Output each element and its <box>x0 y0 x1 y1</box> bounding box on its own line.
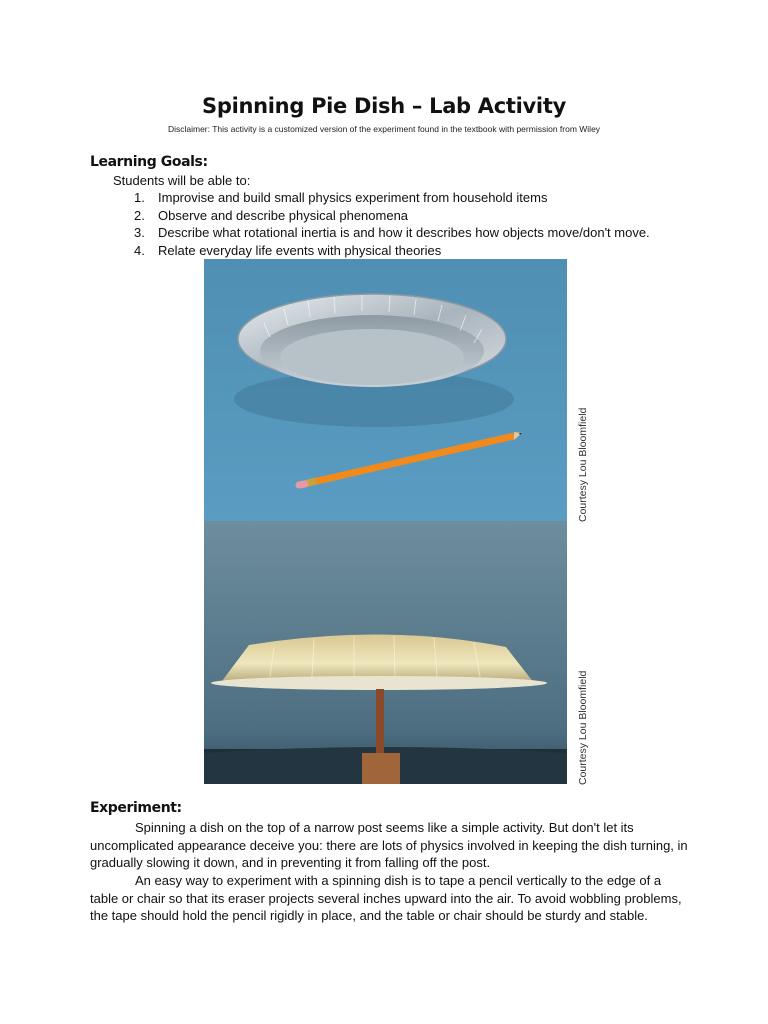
photo-credit-top: Courtesy Lou Bloomfield <box>577 407 589 522</box>
spinning-dish-on-post-illustration <box>204 521 567 784</box>
list-item <box>134 243 650 261</box>
list-item <box>134 225 650 243</box>
list-number: 4. <box>134 242 145 258</box>
pie-dish-with-pencil-illustration <box>204 259 567 521</box>
list-number: 3. <box>134 225 145 241</box>
experiment-paragraph-1 <box>90 819 690 872</box>
learning-goals-list <box>134 190 650 260</box>
text-line: An easy way to experiment with a spinning dish is to tape a pencil vertically to the edge of a <box>135 873 662 888</box>
list-text: Improvise and build small physics experiment from household items <box>158 190 548 205</box>
text-line: uncomplicated appearance deceive you: there are lots of physics involved in keeping the dish turning, in <box>90 837 688 853</box>
learning-goals-intro: Students will be able to: <box>113 173 251 188</box>
photo-credit-bottom: Courtesy Lou Bloomfield <box>577 670 589 785</box>
text-line: gradually slowing it down, and in preventing it from falling off the post. <box>90 855 491 871</box>
spinning-dish-photo <box>204 521 567 784</box>
pie-dish-photo <box>204 259 567 521</box>
text-line: the tape should hold the pencil rigidly in place, and the table or chair should be sturdy and stable. <box>90 908 648 924</box>
list-text: Observe and describe physical phenomena <box>158 207 409 223</box>
list-text: Relate everyday life events with physical theories <box>158 242 442 258</box>
list-text: Describe what rotational inertia is and how it describes how objects move/don't move. <box>158 225 650 241</box>
page-title: Spinning Pie Dish – Lab Activity <box>202 94 566 118</box>
experiment-paragraph-2 <box>90 872 690 925</box>
text-line: table or chair so that its eraser projects several inches upward into the air. To avoid wobbling problems, <box>90 890 682 906</box>
experiment-heading: Experiment: <box>90 800 182 816</box>
text-line: Spinning a dish on the top of a narrow post seems like a simple activity. But don't let its <box>135 820 634 835</box>
learning-goals-heading: Learning Goals: <box>90 154 208 170</box>
list-item <box>134 190 650 208</box>
list-number: 2. <box>134 207 145 223</box>
list-item <box>134 208 650 226</box>
disclaimer: Disclaimer: This activity is a customized version of the experiment found in the textbook with permission from Wiley <box>167 124 601 134</box>
list-number: 1. <box>134 190 145 205</box>
